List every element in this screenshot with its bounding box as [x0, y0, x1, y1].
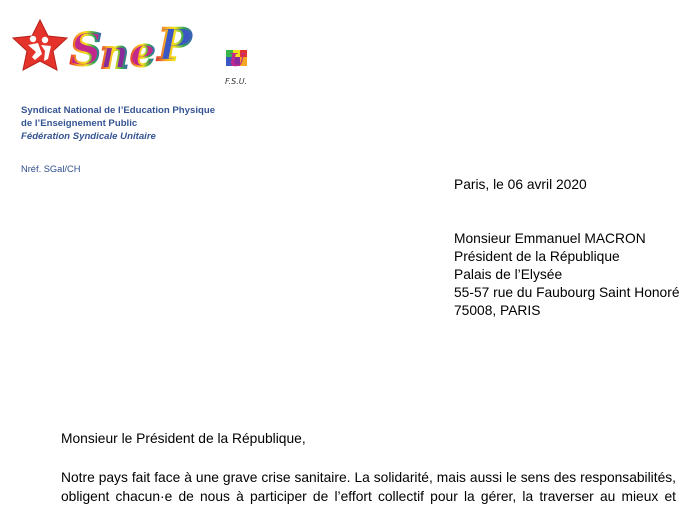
federation-name: Fédération Syndicale Unitaire: [21, 131, 156, 142]
recipient-title: Président de la République: [454, 249, 620, 265]
recipient-address: [454, 230, 680, 320]
star-icon: [13, 20, 67, 70]
snep-logo: [8, 16, 258, 90]
logo-letter-s: S: [70, 25, 102, 76]
logo-letter-n: n: [100, 31, 130, 78]
reference-number: Nréf. SGal/CH: [21, 164, 81, 174]
snep-logo-graphic: [8, 16, 258, 90]
fsu-logo: [224, 46, 254, 86]
letter-date: Paris, le 06 avril 2020: [454, 177, 587, 192]
recipient-city: 75008, PARIS: [454, 303, 541, 319]
org-name-line1: Syndicat National de l’Education Physique: [21, 105, 216, 116]
fsu-caption: F.S.U.: [225, 77, 248, 86]
logo-letter-p: P: [158, 20, 192, 71]
recipient-street: 55-57 rue du Faubourg Saint Honoré: [454, 285, 680, 301]
body-line: obligent chacun·e de nous à participer de l’effort collectif pour la gérer, la traverser au mieux et: [61, 489, 676, 504]
logo-letter-e: e: [130, 29, 156, 76]
body-line: Notre pays fait face à une grave crise sanitaire. La solidarité, mais aussi le sens des responsabilités,: [61, 470, 676, 485]
body-paragraph: [61, 468, 676, 506]
org-name-line2: de l’Enseignement Public: [21, 118, 138, 129]
organization-block: [21, 104, 271, 143]
salutation: Monsieur le Président de la République,: [61, 431, 306, 446]
recipient-name: Monsieur Emmanuel MACRON: [454, 231, 646, 246]
recipient-place: Palais de l’Elysée: [454, 267, 563, 283]
fsu-letter: U: [229, 50, 245, 71]
